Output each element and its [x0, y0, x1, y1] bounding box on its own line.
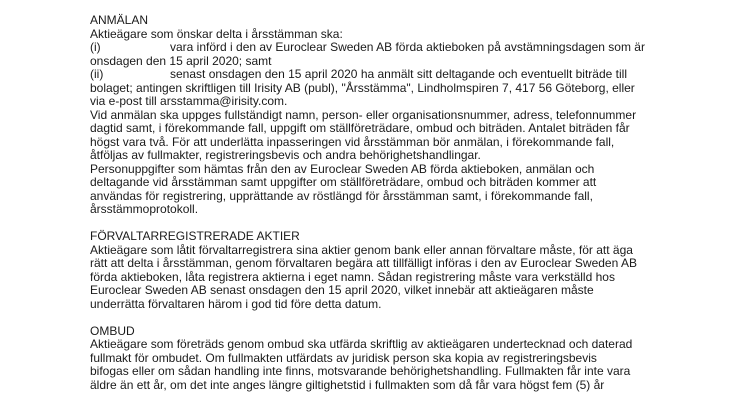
list-item-i [90, 41, 670, 68]
paragraph-line: Personuppgifter som hämtas från den av Euroclear Sweden AB förda aktieboken, anmälan och [90, 161, 595, 176]
paragraph-personal-data [90, 163, 670, 217]
section-spacer [90, 217, 670, 231]
paragraph-line: Euroclear Sweden AB senast onsdagen den 15 april 2020, vilket innebär att aktieägaren måste [90, 283, 594, 297]
paragraph-line: Vid anmälan ska uppges fullständigt namn, person- eller organisationsnummer, adress, telefonnummer [90, 107, 637, 122]
paragraph-proxy [90, 338, 670, 392]
list-number: (ii) [90, 67, 104, 81]
paragraph-line: Aktieägare som företräds genom ombud ska utfärda skriftlig av aktieägaren undertecknad och daterad [90, 337, 633, 351]
document-body [90, 14, 670, 392]
list-item-text: senast onsdagen den 15 april 2020 ha anmält sitt deltagande och eventuellt biträde till [170, 67, 627, 81]
paragraph-line: rätt att delta i årsstämman, genom förvaltaren begära att tillfälligt införas i den av Euroclear Sweden AB [90, 256, 637, 270]
paragraph-line: årsstämmoprotokoll. [90, 202, 199, 216]
list-number: (i) [90, 40, 101, 54]
section-heading-anmalan: ANMÄLAN [90, 13, 149, 27]
paragraph-line: användas för registrering, upprättande av röstlängd för årsstämman samt, i förekommande fall, [90, 188, 593, 203]
section-anmalan [90, 14, 670, 217]
paragraph-line: bifogas eller om sådan handling inte finns, motsvarande behörighetshandling. Fullmakten får inte vara [90, 364, 631, 378]
intro-text: Aktieägare som önskar delta i årsstämman ska: [90, 26, 343, 41]
list-item-text: onsdagen den 15 april 2020; samt [90, 53, 272, 68]
paragraph-line: förda aktieboken, låta registrera aktierna i eget namn. Sådan registrering måste vara verkställd hos [90, 269, 615, 284]
list-item-text: via e-post till arsstamma@irisity.com. [90, 94, 288, 108]
list-item-text: vara införd i den av Euroclear Sweden AB förda aktieboken på avstämningsdagen som är [170, 40, 645, 54]
paragraph-line: äldre än ett år, om det inte anges längre giltighetstid i fullmakten som då får vara högst fem (5) år [90, 377, 605, 392]
list-item-ii [90, 68, 670, 109]
list-item-text: bolaget; antingen skriftligen till Irisity AB (publ), "Årsstämma", Lindholmspiren 7, 417 56 Göteborg, eller [90, 80, 635, 95]
section-heading-ombud: OMBUD [90, 323, 135, 338]
section-ombud [90, 325, 670, 393]
paragraph-line: högst vara två. För att underlätta inpasseringen vid årsstämman bör anmälan, i förekommande fall, [90, 134, 615, 149]
section-heading-forvaltarregistrerade: FÖRVALTARREGISTRERADE AKTIER [90, 229, 300, 243]
paragraph-line: dagtid samt, i förekommande fall, uppgift om ställföreträdare, ombud och biträden. Antalet biträden får [90, 121, 630, 135]
paragraph-line: underrätta förvaltaren härom i god tid före detta datum. [90, 296, 382, 311]
paragraph-line: åtföljas av fullmakter, registreringsbevis och andra behörighetshandlingar. [90, 148, 481, 162]
paragraph-registration-details [90, 109, 670, 163]
section-forvaltarregistrerade [90, 230, 670, 311]
paragraph-nominee-shares [90, 244, 670, 312]
section-spacer [90, 311, 670, 325]
paragraph-line: fullmakt för ombudet. Om fullmakten utfärdats av juridisk person ska kopia av registreringsbevis [90, 350, 597, 365]
paragraph-line: Aktieägare som låtit förvaltarregistrera sina aktier genom bank eller annan förvaltare måste, för att äga [90, 242, 633, 257]
paragraph-line: deltagande vid årsstämman samt uppgifter om ställföreträdare, ombud och biträden kommer att [90, 175, 597, 189]
